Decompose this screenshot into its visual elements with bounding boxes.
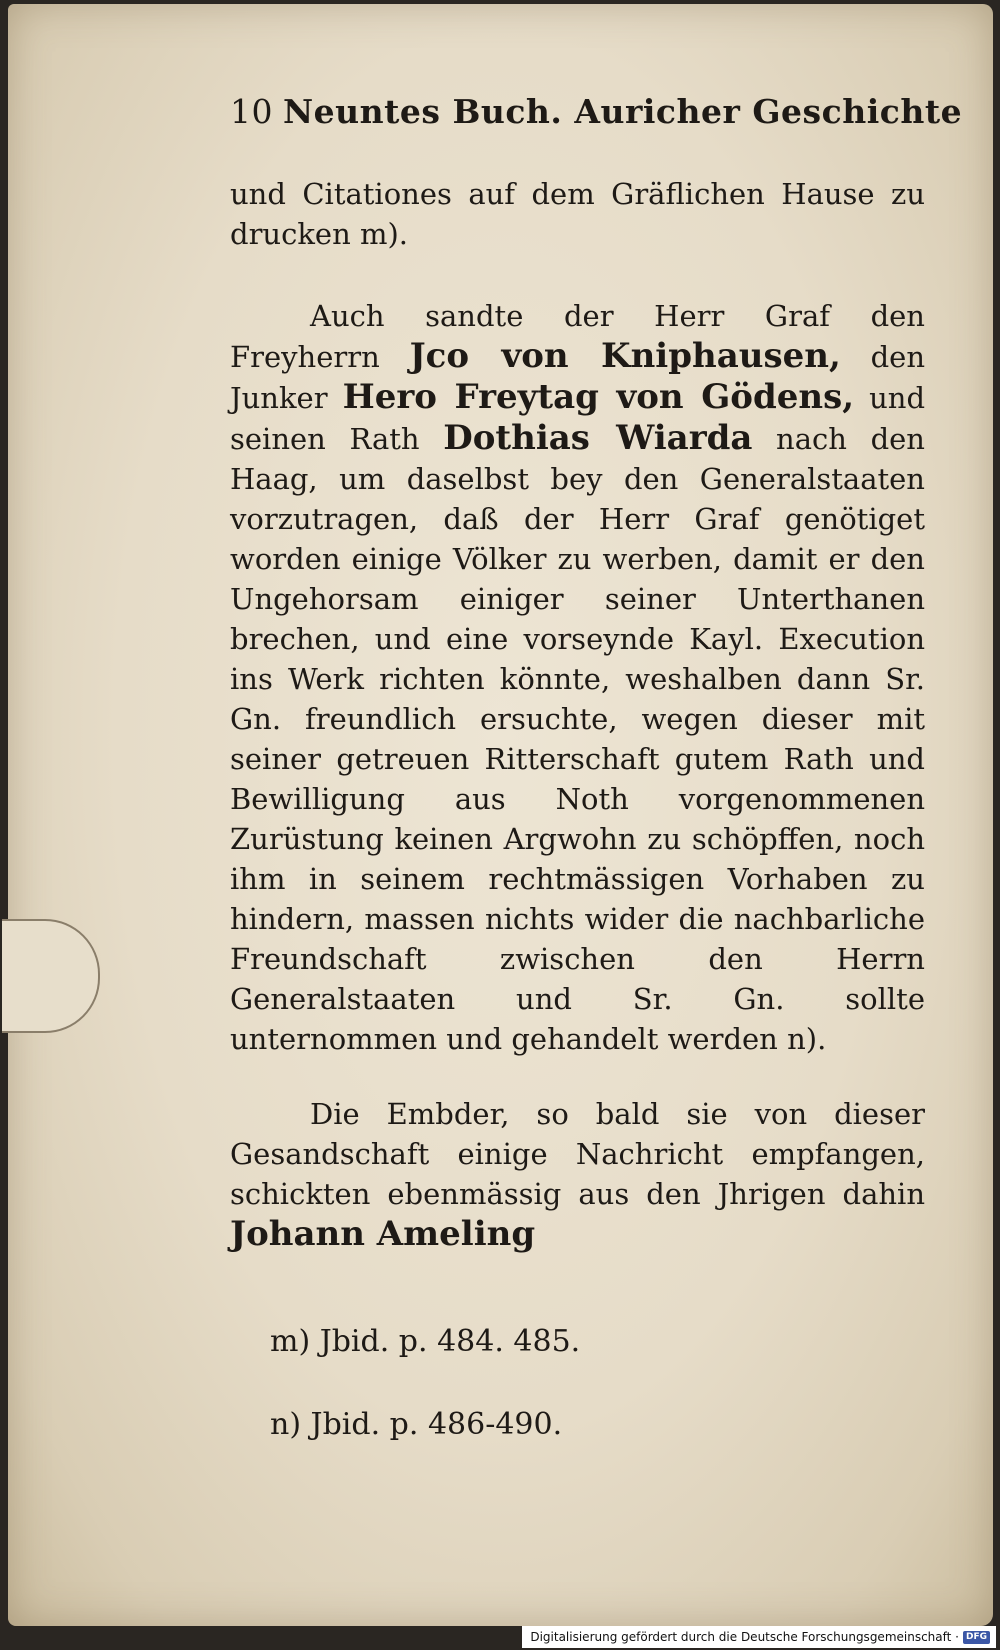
running-header [230, 92, 962, 132]
paragraph-3 [230, 1094, 925, 1255]
footnote-n: n) Jbid. p. 486-490. [270, 1407, 563, 1442]
paragraph-2-text-a: Auch sandte der Herr Graf den Freyherrn [230, 299, 925, 374]
footnote-m: m) Jbid. p. 484. 485. [270, 1324, 581, 1359]
page-tab-marker [2, 919, 100, 1033]
person-name-freytag: Hero Freytag von Gödens, [342, 377, 855, 417]
person-name-wiarda: Dothias Wiarda [443, 418, 753, 458]
credit-text: Digitalisierung gefördert durch die Deutsche Forschungsgemeinschaft · [530, 1630, 959, 1644]
page-number: 10 [230, 92, 273, 131]
paragraph-2-text-d: nach den Haag, um daselbst bey den Generalstaaten vorzutragen, daß der Herr Graf genötiget worden einige Völker zu werben, damit er den Ungehorsam einiger seiner Unterthanen brechen, und eine vorseynde Kayl. Execution ins Werk richten könnte, weshalben dann Sr. Gn. freundlich ersuchte, wegen dieser mit seiner getreuen Ritterschaft gutem Rath und Bewilligung aus Noth vorgenommenen Zurüstung keinen Argwohn zu schöpffen, noch ihm in seinem rechtmässigen Vorhaben zu hindern, massen nichts wider die nachbarliche Freundschaft zwischen den Herrn Generalstaaten und Sr. Gn. sollte unternommen und gehandelt werden n). [230, 422, 925, 1056]
person-name-ameling: Johann Ameling [230, 1214, 536, 1254]
digitization-credit [522, 1626, 996, 1648]
paragraph-2-text-b: den Junker [230, 340, 925, 415]
running-title: Neuntes Buch. Auricher Geschichte [283, 92, 963, 131]
paragraph-2-text-c: und seinen Rath [230, 381, 926, 456]
person-name-kniphausen: Jco von Kniphausen, [409, 336, 841, 376]
paragraph-3-text: Die Embder, so bald sie von dieser Gesandschaft einige Nachricht empfangen, schickten ebenmässig aus den Jhrigen dahin [230, 1097, 925, 1211]
paragraph-2 [230, 296, 925, 1059]
dfg-logo: DFG [963, 1631, 990, 1644]
paragraph-1: und Citationes auf dem Gräflichen Hause zu drucken m). [230, 177, 925, 251]
